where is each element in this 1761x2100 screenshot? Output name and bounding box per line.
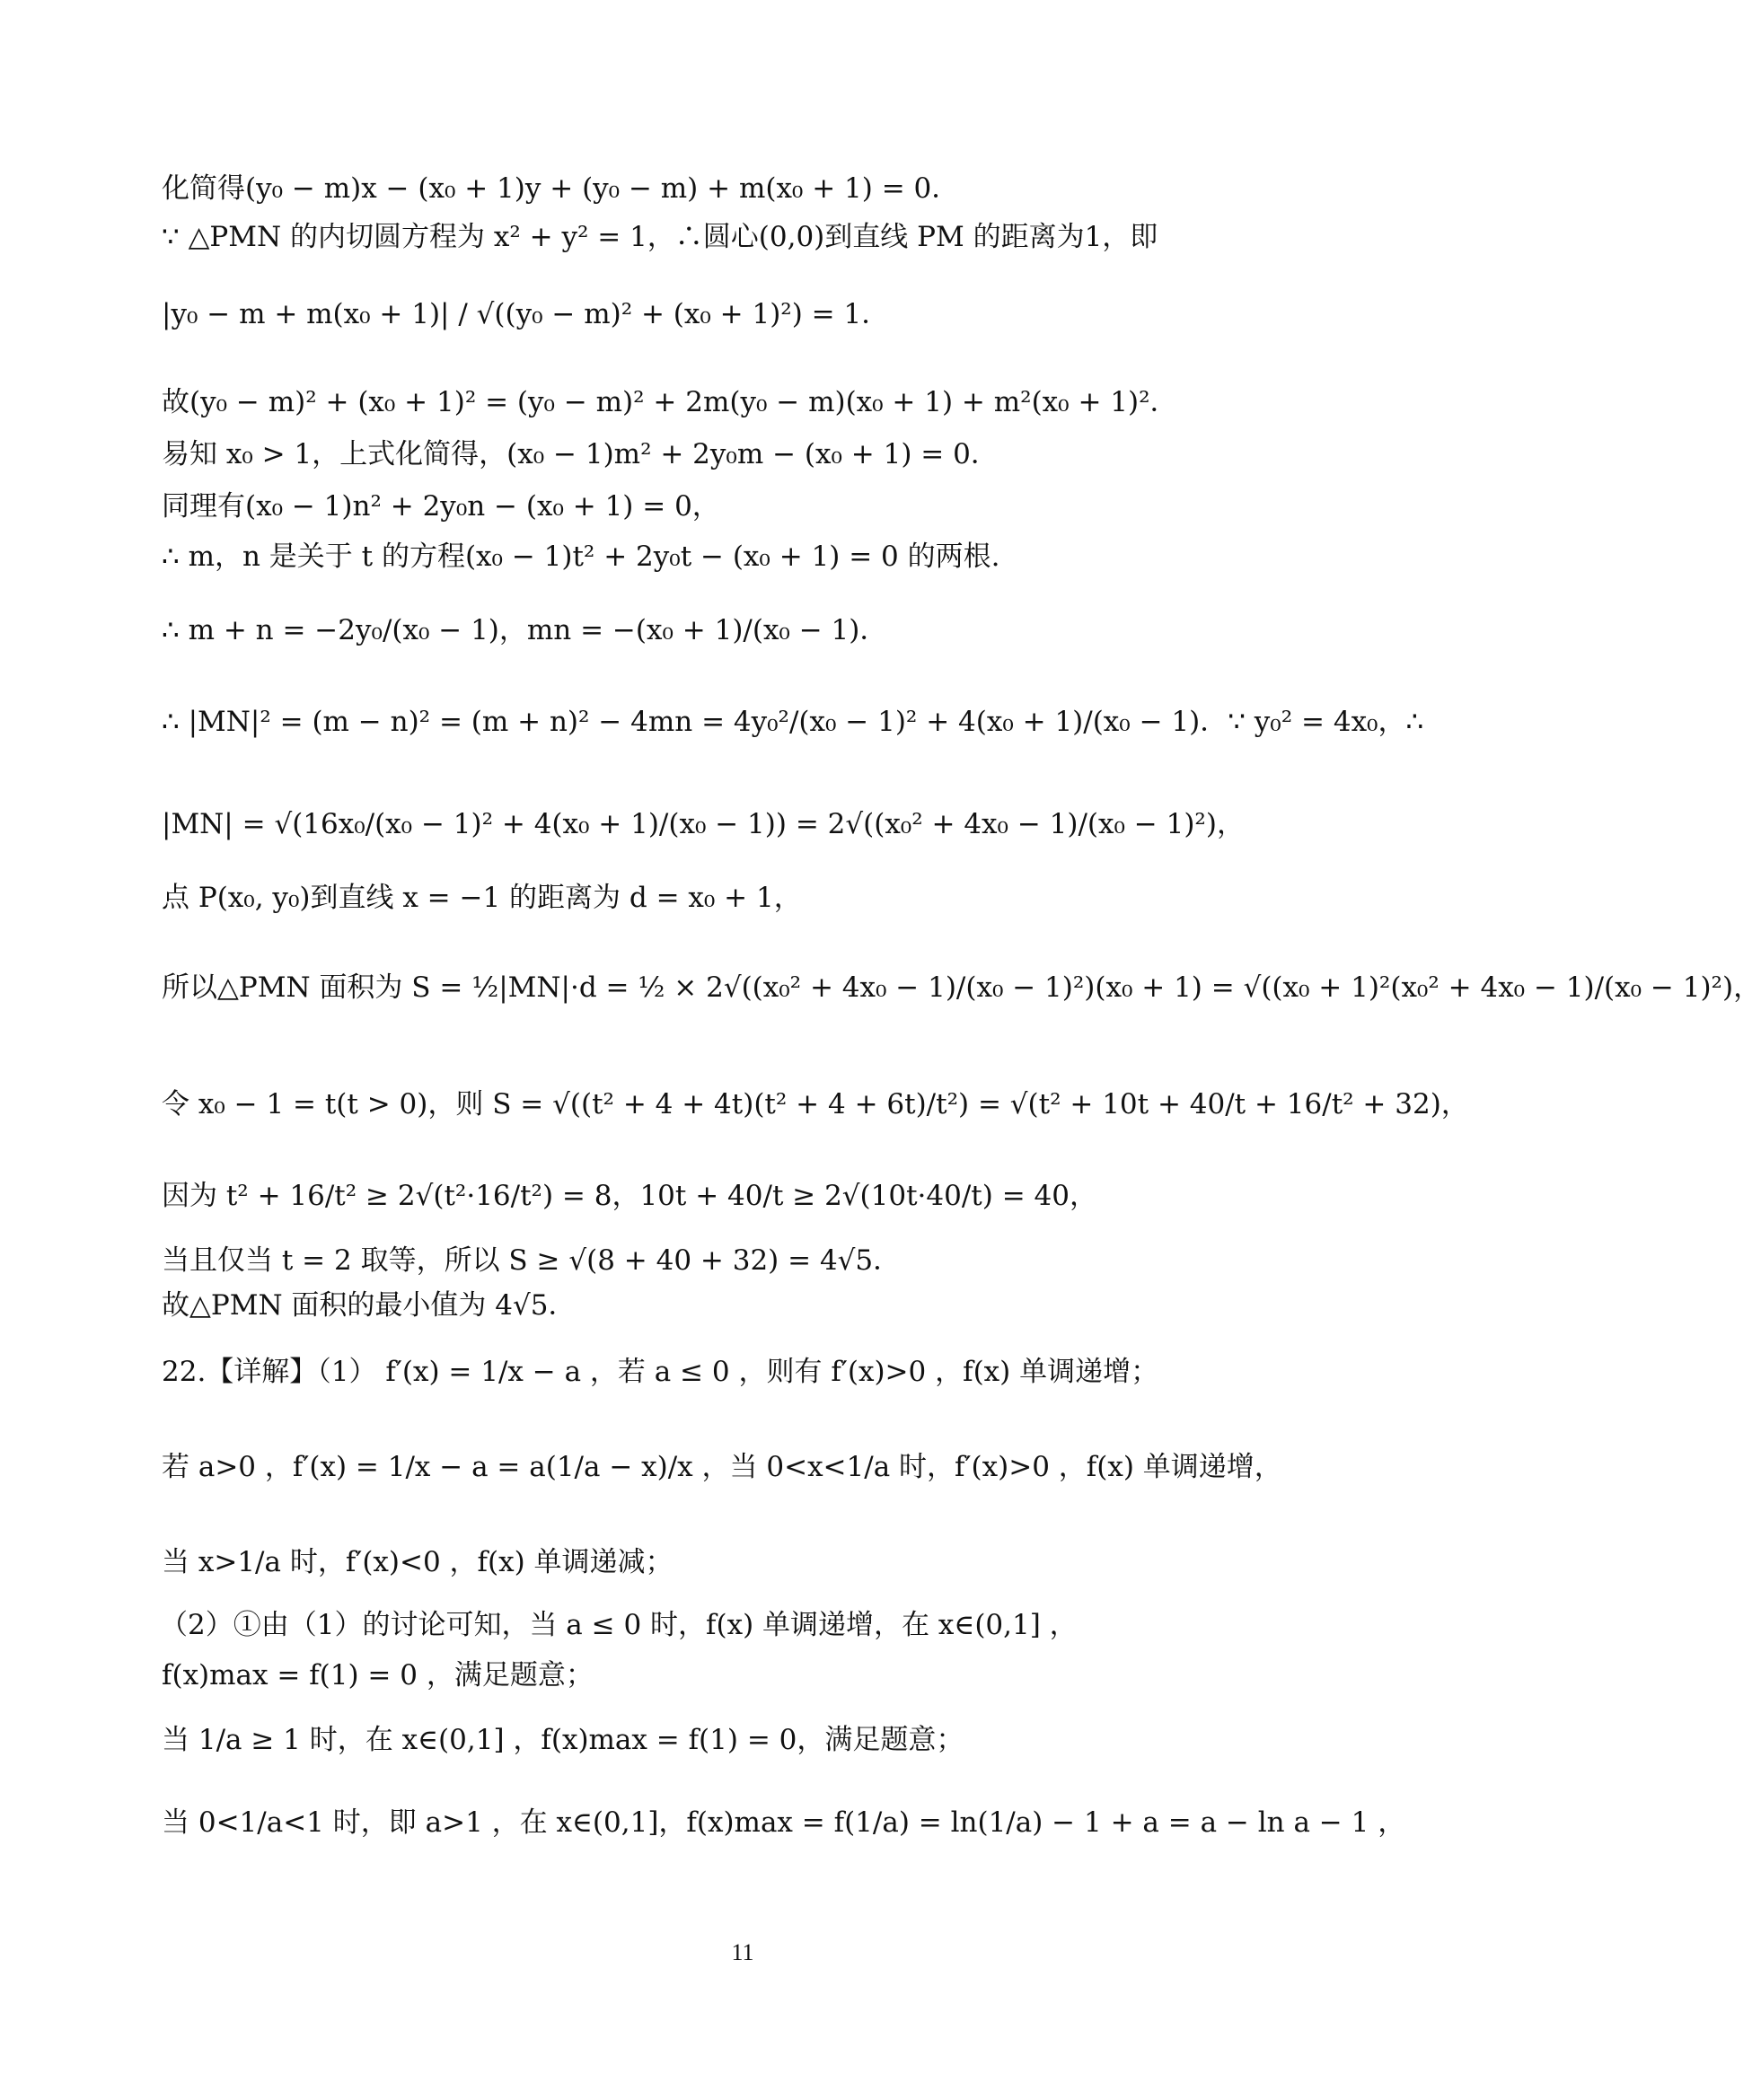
solution-line-22: 当 1/a ≥ 1 时，在 x∈(0,1] ，f(x)max = f(1) = 0，满足题意；	[162, 1724, 964, 1756]
solution-line-20: （2）①由（1）的讨论可知，当 a ≤ 0 时，f(x) 单调递增，在 x∈(0,1] ，	[160, 1609, 1078, 1641]
solution-line-17: 22.【详解】（1） f′(x) = 1/x − a ，若 a ≤ 0 ，则有 f′(x)>0 ，f(x) 单调递增；	[162, 1356, 1159, 1388]
solution-line-1: 化简得(y₀ − m)x − (x₀ + 1)y + (y₀ − m) + m(x₀ + 1) = 0．	[162, 172, 960, 205]
solution-line-10: |MN| = √(16x₀/(x₀ − 1)² + 4(x₀ + 1)/(x₀ − 1)) = 2√((x₀² + 4x₀ − 1)/(x₀ − 1)²)，	[162, 808, 1245, 840]
solution-line-18: 若 a>0 ，f′(x) = 1/x − a = a(1/a − x)/x ，当 0<x<1/a 时，f′(x)>0 ，f(x) 单调递增，	[162, 1451, 1282, 1483]
page-number: 11	[731, 1939, 754, 1965]
solution-line-3: |y₀ − m + m(x₀ + 1)| / √((y₀ − m)² + (x₀ + 1)²) = 1．	[162, 298, 890, 330]
solution-line-16: 故△PMN 面积的最小值为 4√5．	[162, 1289, 577, 1322]
solution-line-15: 当且仅当 t = 2 取等，所以 S ≥ √(8 + 40 + 32) = 4√5．	[162, 1244, 902, 1277]
solution-line-19: 当 x>1/a 时，f′(x)<0 ，f(x) 单调递减；	[162, 1546, 674, 1578]
solution-line-11: 点 P(x₀, y₀)到直线 x = −1 的距离为 d = x₀ + 1，	[162, 882, 802, 914]
solution-line-13: 令 x₀ − 1 = t(t > 0)，则 S = √((t² + 4 + 4t)(t² + 4 + 6t)/t²) = √(t² + 10t + 40/t + 16/t² + 32)，	[162, 1088, 1469, 1120]
solution-line-12: 所以△PMN 面积为 S = ½|MN|·d = ½ × 2√((x₀² + 4x₀ − 1)/(x₀ − 1)²)(x₀ + 1) = √((x₀ + 1)²(x₀² + 4x₀ − 1)/(x₀ − 1)²)，	[162, 971, 1761, 1004]
solution-line-8: ∴ m + n = −2y₀/(x₀ − 1)，mn = −(x₀ + 1)/(x₀ − 1)．	[162, 614, 888, 646]
solution-line-21: f(x)max = f(1) = 0 ，满足题意；	[162, 1659, 594, 1691]
solution-line-2: ∵ △PMN 的内切圆方程为 x² + y² = 1，∴圆心(0,0)到直线 PM 的距离为1，即	[162, 221, 1158, 253]
solution-line-23: 当 0<1/a<1 时，即 a>1 ，在 x∈(0,1]，f(x)max = f(1/a) = ln(1/a) − 1 + a = a − ln a − 1 ，	[162, 1806, 1406, 1839]
solution-line-5: 易知 x₀ > 1，上式化简得，(x₀ − 1)m² + 2y₀m − (x₀ + 1) = 0．	[162, 438, 999, 470]
solution-line-14: 因为 t² + 16/t² ≥ 2√(t²·16/t²) = 8，10t + 40/t ≥ 2√(10t·40/t) = 40，	[162, 1180, 1097, 1212]
solution-line-7: ∴ m，n 是关于 t 的方程(x₀ − 1)t² + 2y₀t − (x₀ + 1) = 0 的两根.	[162, 540, 1000, 573]
solution-line-6: 同理有(x₀ − 1)n² + 2y₀n − (x₀ + 1) = 0，	[162, 490, 720, 523]
solution-line-4: 故(y₀ − m)² + (x₀ + 1)² = (y₀ − m)² + 2m(y₀ − m)(x₀ + 1) + m²(x₀ + 1)²．	[162, 386, 1178, 418]
solution-line-9: ∴ |MN|² = (m − n)² = (m + n)² − 4mn = 4y₀²/(x₀ − 1)² + 4(x₀ + 1)/(x₀ − 1)．∵ y₀² = 4x₀，∴	[162, 706, 1424, 738]
